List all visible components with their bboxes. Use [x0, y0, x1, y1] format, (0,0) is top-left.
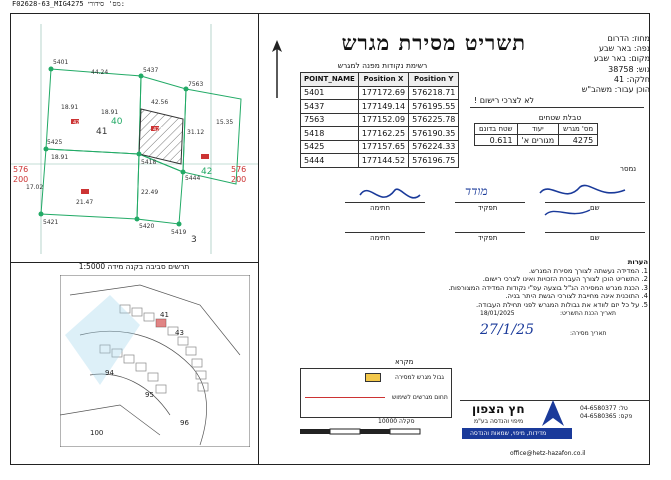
- prep-date-value: 18/01/2025: [480, 310, 515, 317]
- point-label: 5444: [185, 175, 201, 182]
- delivered-label: נמסר: [620, 165, 637, 173]
- point-label: 5419: [171, 229, 187, 236]
- parcel-label: 40: [111, 117, 123, 127]
- legend-item: גבול מגרש למסירה: [395, 374, 445, 381]
- note-item: 3. הכנת מגרש המסירה הנ"ל בוצעה עפ"י נקודות המדידה המצורפות.: [448, 283, 648, 292]
- coord-row: 7563 177152.09 576225.78: [301, 113, 459, 127]
- notes-title: הערות: [627, 258, 648, 266]
- legend-scale: סקלה 10000: [378, 418, 415, 425]
- notes-section: [282, 258, 648, 310]
- signature-area: [340, 175, 640, 225]
- grid-label-x-right: 576: [231, 165, 247, 174]
- info-prepared-for: הוכן עבור: משהב"ש: [581, 85, 650, 95]
- delivery-date-value: 27/1/25: [480, 322, 534, 338]
- info-subdistrict: נפה: באר שבע: [599, 44, 650, 54]
- sheet-reference: F02628-63_MIG4275 מס' סידורי:: [12, 0, 125, 8]
- dim-label: 18.91: [101, 109, 119, 116]
- company-sub: מיפוי והנדסה בע"מ: [474, 418, 524, 425]
- grid-label-y: 200: [13, 175, 29, 184]
- dim-label: 44.24: [91, 69, 109, 76]
- note-item: 4. התוכנית אינה מחייבת לצורכי הגשת היתר בניה.: [505, 292, 648, 301]
- not-for-registration: לא לצרכי רישום !: [474, 96, 535, 105]
- parcel-label: 42: [201, 167, 213, 177]
- coord-header: POINT_NAME: [301, 73, 359, 87]
- company-logo-icon: [540, 398, 566, 428]
- coord-row: 5425 177157.65 576224.33: [301, 140, 459, 154]
- area-table: מס' מגרש יעוד שטח בדונם 4275 מגורים א' 0.611: [474, 123, 598, 146]
- legend-item: תחום מגרשים לשימוש: [392, 394, 448, 401]
- point-label: 5425: [47, 139, 63, 146]
- info-parcel: חלקה: 41: [613, 74, 650, 84]
- name-label: שם: [590, 204, 600, 212]
- role-label: תפקיד: [478, 204, 498, 212]
- location-map: [60, 275, 250, 447]
- loc-label: 96: [180, 419, 189, 427]
- parcel-tag: 4276: [73, 120, 86, 126]
- sign-label-2: חתימה: [370, 234, 391, 242]
- sign-label: חתימה: [370, 204, 391, 212]
- dim-label: 21.47: [76, 199, 94, 206]
- contact-line: פקס: 04-6580365: [580, 413, 633, 420]
- grid-label-x: 576: [13, 165, 29, 174]
- dim-label: 18.91: [51, 154, 69, 161]
- legend-title: מקרא: [395, 358, 414, 366]
- loc-label: 41: [160, 311, 169, 319]
- prep-date-label: תאריך הכנת התשריט:: [560, 310, 616, 317]
- dim-label: 15.35: [216, 119, 234, 126]
- role-label-2: תפקיד: [478, 234, 498, 242]
- name-label-2: שם: [590, 234, 600, 242]
- vertical-divider: [258, 13, 259, 465]
- dim-label: 31.12: [187, 129, 205, 136]
- note-item: 5. על כל יזם לוודא את גבולות המגרש לפני תחילת העבודה.: [475, 300, 648, 309]
- company-tag: מדידות, מיפוי, שמאות והנדסה: [470, 430, 547, 437]
- dim-label: 17.02: [26, 184, 44, 191]
- location-scale-caption: תרשים סביבה בקנה מידה 1:5000: [78, 262, 190, 271]
- loc-label: 94: [105, 369, 114, 377]
- divider: [470, 107, 644, 108]
- point-label: 5421: [43, 219, 59, 226]
- coord-header: Position Y: [409, 73, 459, 87]
- point-label: 7563: [188, 81, 204, 88]
- legend-swatch-line: [305, 397, 385, 398]
- parcel-label: 41: [96, 127, 108, 137]
- surveyor-role: מודד: [465, 184, 488, 198]
- parcel-tag: 4275: [153, 127, 166, 133]
- coord-table: [300, 72, 459, 168]
- north-arrow-icon: [270, 40, 284, 100]
- contact-email: office@hetz-hazafon.co.il: [510, 450, 586, 457]
- point-label: 5420: [139, 223, 155, 230]
- delivery-date-label: תאריך מסירה:: [570, 330, 607, 337]
- dim-label: 18.91: [61, 104, 79, 111]
- point-label: 5401: [53, 59, 69, 66]
- project-info: [560, 34, 650, 95]
- coord-row: 5401 177172.69 576218.71: [301, 86, 459, 100]
- loc-label: 95: [145, 391, 154, 399]
- loc-label: 100: [90, 429, 104, 437]
- note-item: 2. התשריט הוכן לצורך העברת הזכויות ואינו לצרכי רישום.: [482, 275, 648, 284]
- parcel-plan: [11, 14, 258, 262]
- dim-label: 42.56: [151, 99, 169, 106]
- dim-label: 22.49: [141, 189, 159, 196]
- note-item: 1. המדידה נעשתה לצורך מסירת המגרש.: [528, 266, 648, 275]
- parcel-label: 3: [191, 235, 197, 245]
- coord-header: Position X: [358, 73, 408, 87]
- area-row: 4275 מגורים א' 0.611: [475, 135, 598, 146]
- coord-table-caption: רשימת נקודות מפנה למגרש: [337, 61, 428, 70]
- coord-row: 5418 177162.25 576190.35: [301, 127, 459, 141]
- info-block: גוש: 38758: [608, 64, 650, 74]
- company-name: חץ הצפון: [472, 402, 525, 416]
- document-title: תשריט מסירת מגרש: [341, 30, 526, 55]
- legend-swatch-parcel: [365, 373, 381, 382]
- scale-bar: [300, 428, 450, 436]
- point-label: 5418: [141, 159, 157, 166]
- loc-label: 43: [175, 329, 184, 337]
- coord-row: 5444 177144.52 576196.75: [301, 154, 459, 168]
- point-label: 5437: [143, 67, 159, 74]
- coord-row: 5437 177149.14 576195.55: [301, 100, 459, 114]
- area-table-caption: טבלת שטחים: [538, 113, 582, 122]
- grid-label-y-right: 200: [231, 175, 247, 184]
- contact-line: טל: 04-6580377: [580, 405, 628, 412]
- info-district: מחוז: הדרום: [607, 34, 650, 43]
- info-place: מקום: באר שבע: [593, 54, 650, 64]
